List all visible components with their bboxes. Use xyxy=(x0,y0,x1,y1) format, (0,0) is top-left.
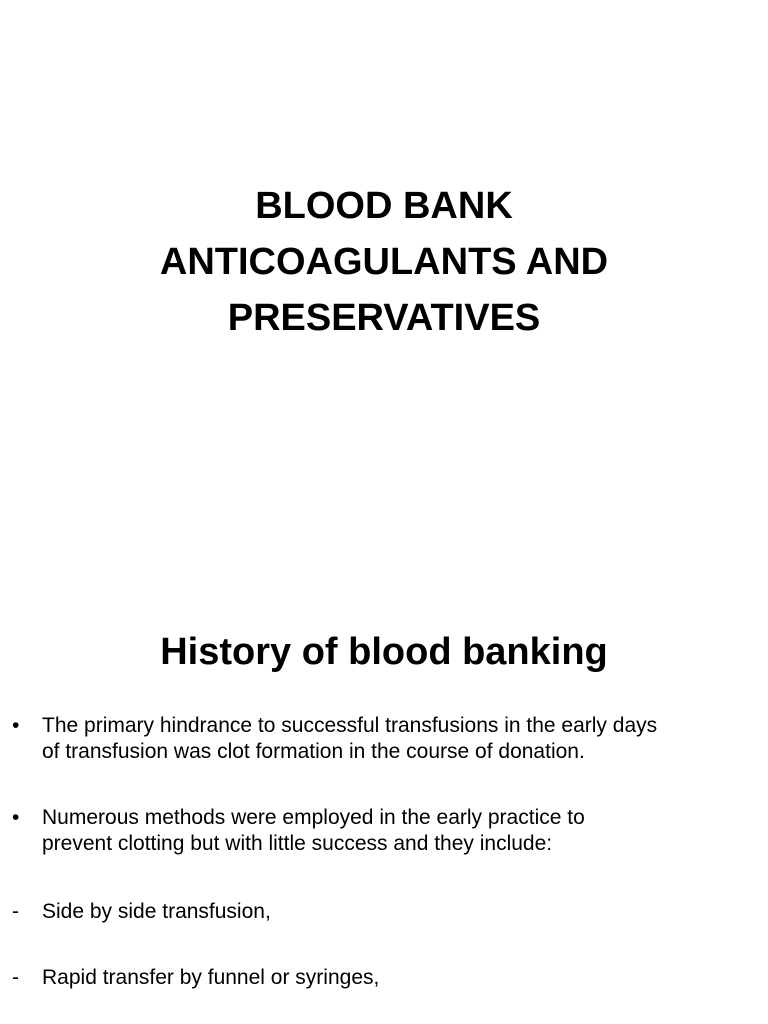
section-heading: History of blood banking xyxy=(160,631,608,673)
list-item-line: Rapid transfer by funnel or syringes, xyxy=(42,966,380,989)
list-item xyxy=(0,965,768,991)
list-item xyxy=(0,805,768,857)
list-item-line: The primary hindrance to successful transfusions in the early days xyxy=(42,714,658,737)
bullet-icon: • xyxy=(12,714,20,737)
bullet-list xyxy=(0,713,768,991)
dash-icon: - xyxy=(12,900,19,923)
list-item-line: Side by side transfusion, xyxy=(42,900,271,923)
list-item-line: Numerous methods were employed in the early practice to xyxy=(42,806,585,829)
list-item-line: of transfusion was clot formation in the course of donation. xyxy=(42,740,585,763)
bullet-icon: • xyxy=(12,806,20,829)
list-item-line: prevent clotting but with little success and they include: xyxy=(42,832,553,855)
slide-title xyxy=(0,178,768,346)
title-line-1: BLOOD BANK xyxy=(255,185,513,227)
title-line-2: ANTICOAGULANTS AND xyxy=(159,241,609,283)
title-line-3: PRESERVATIVES xyxy=(227,297,541,339)
list-item xyxy=(0,713,768,765)
list-item xyxy=(0,899,768,925)
history-slide xyxy=(0,576,768,1024)
dash-icon: - xyxy=(12,966,19,989)
